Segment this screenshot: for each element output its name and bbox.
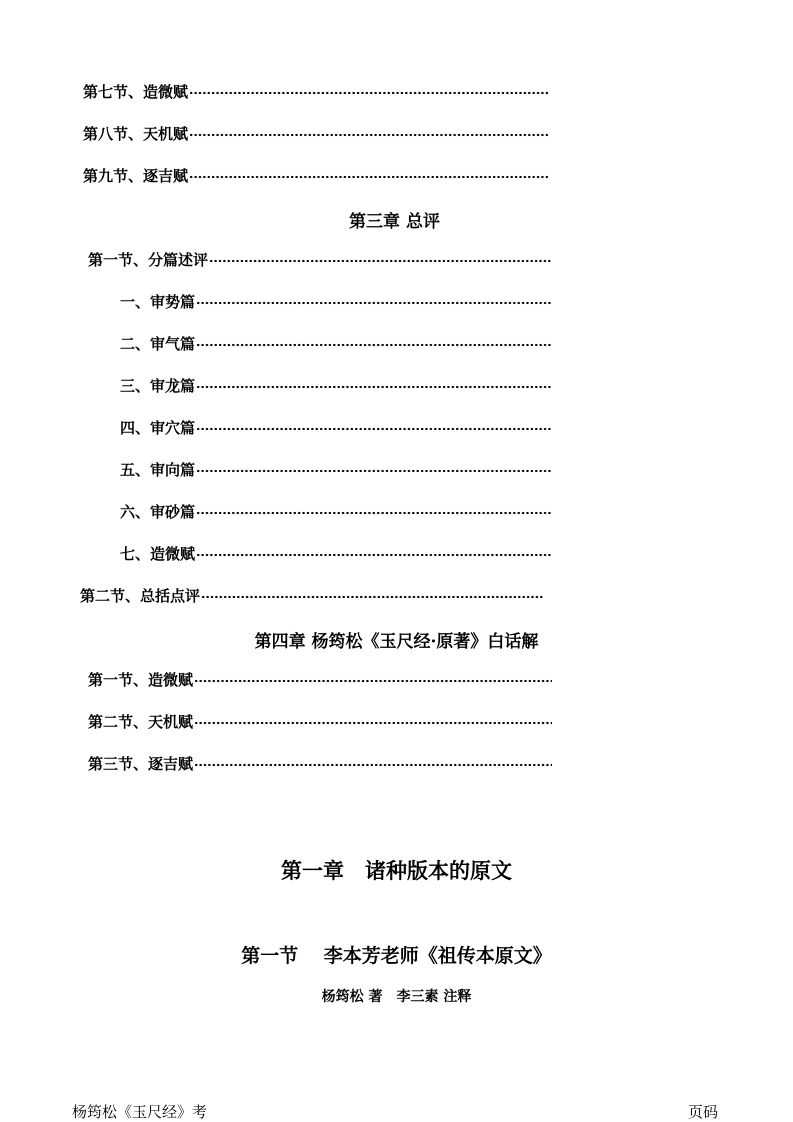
dot-leader xyxy=(194,721,552,725)
toc-entry-label: 第二节、天机赋 xyxy=(88,712,194,731)
toc-entry-label: 七、造微赋 xyxy=(120,544,196,563)
toc-entry-label: 第八节、天机赋 xyxy=(83,124,189,143)
toc-entry-ch3-section-1[interactable] xyxy=(88,249,552,269)
chapter-1-title: 第一章 诸种版本的原文 xyxy=(281,858,512,883)
toc-entry-label: 第一节、造微赋 xyxy=(88,670,194,689)
toc-chapter-4-heading[interactable]: 第四章 杨筠松《玉尺经·原著》白话解 xyxy=(254,632,539,652)
toc-entry-label: 第七节、造微赋 xyxy=(83,82,189,101)
toc-entry-section-9[interactable] xyxy=(83,165,548,185)
toc-entry-ch4-section-1[interactable] xyxy=(88,669,552,689)
dot-leader xyxy=(196,511,552,515)
toc-entry-label: 一、审势篇 xyxy=(120,292,196,311)
dot-leader xyxy=(196,553,552,557)
toc-entry-ch3-item-5[interactable] xyxy=(120,459,552,479)
dot-leader xyxy=(194,679,552,683)
section-1-title: 第一节 李本芳老师《祖传本原文》 xyxy=(241,945,552,967)
toc-entry-label: 三、审龙篇 xyxy=(120,376,196,395)
toc-entry-label: 五、审向篇 xyxy=(120,460,196,479)
dot-leader xyxy=(209,259,552,263)
dot-leader xyxy=(189,91,548,95)
toc-entry-label: 四、审穴篇 xyxy=(120,418,196,437)
toc-entry-ch3-item-4[interactable] xyxy=(120,417,552,437)
toc-entry-label: 第二节、总括点评 xyxy=(80,586,201,605)
dot-leader xyxy=(201,595,544,599)
footer-book-title: 杨筠松《玉尺经》考 xyxy=(72,1103,208,1121)
dot-leader xyxy=(194,763,552,767)
dot-leader xyxy=(189,175,548,179)
toc-entry-label: 第九节、逐吉赋 xyxy=(83,166,189,185)
dot-leader xyxy=(189,133,548,137)
footer-page-number: 页码 xyxy=(688,1103,719,1121)
toc-entry-label: 六、审砂篇 xyxy=(120,502,196,521)
toc-entry-section-7[interactable] xyxy=(83,81,548,101)
toc-entry-ch3-section-2[interactable] xyxy=(80,585,544,605)
toc-entry-ch3-item-2[interactable] xyxy=(120,333,552,353)
toc-entry-ch3-item-7[interactable] xyxy=(120,543,552,563)
toc-entry-label: 第三节、逐吉赋 xyxy=(88,754,194,773)
author-line: 杨筠松 著 李三素 注释 xyxy=(321,989,472,1005)
toc-chapter-3-heading[interactable]: 第三章 总评 xyxy=(349,212,440,232)
dot-leader xyxy=(196,469,552,473)
toc-entry-ch3-item-1[interactable] xyxy=(120,291,552,311)
dot-leader xyxy=(196,301,552,305)
toc-entry-ch3-item-6[interactable] xyxy=(120,501,552,521)
dot-leader xyxy=(196,343,552,347)
toc-entry-ch4-section-2[interactable] xyxy=(88,711,552,731)
toc-entry-label: 二、审气篇 xyxy=(120,334,196,353)
toc-entry-section-8[interactable] xyxy=(83,123,548,143)
toc-entry-ch3-item-3[interactable] xyxy=(120,375,552,395)
toc-entry-ch4-section-3[interactable] xyxy=(88,753,552,773)
dot-leader xyxy=(196,427,552,431)
toc-entry-label: 第一节、分篇述评 xyxy=(88,250,209,269)
dot-leader xyxy=(196,385,552,389)
